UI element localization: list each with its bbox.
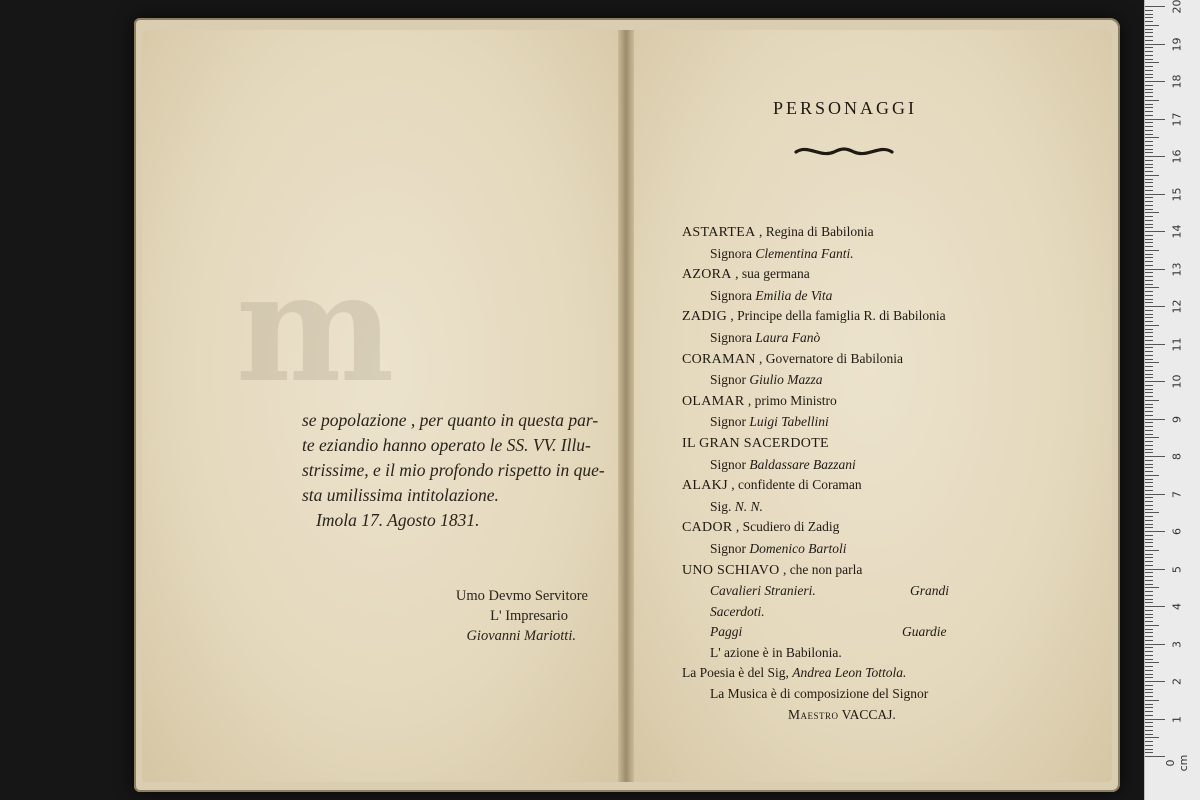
ruler-tick — [1145, 456, 1165, 457]
ruler-tick — [1145, 550, 1159, 551]
ruler-tick — [1145, 40, 1153, 41]
ruler-tick — [1145, 126, 1153, 127]
ruler-tick — [1145, 632, 1153, 633]
ruler-tick — [1145, 269, 1165, 270]
ruler-tick — [1145, 392, 1153, 393]
ruler-tick — [1145, 190, 1153, 191]
ruler-tick — [1145, 355, 1153, 356]
maestro-credit: Maestro VACCAJ. — [788, 706, 896, 722]
ruler-tick — [1145, 325, 1159, 326]
ruler-tick — [1145, 347, 1153, 348]
ruler-tick — [1145, 182, 1153, 183]
ruler-label: 13 — [1170, 262, 1184, 276]
ruler-tick — [1145, 606, 1165, 607]
ruler-label: 11 — [1170, 337, 1184, 351]
ruler-tick — [1145, 411, 1153, 412]
ruler-tick — [1145, 370, 1153, 371]
ruler-tick — [1145, 535, 1153, 536]
cast-list — [682, 222, 1012, 725]
ruler-tick — [1145, 404, 1153, 405]
ruler-tick — [1145, 430, 1153, 431]
ruler-tick — [1145, 561, 1153, 562]
ruler-tick — [1145, 464, 1153, 465]
music-credit: La Musica è di composizione del Signor — [710, 686, 929, 702]
ruler-tick — [1145, 77, 1153, 78]
extras-line: Cavalieri Stranieri. Grandi — [710, 583, 950, 599]
ruler-tick — [1145, 92, 1153, 93]
ruler-tick — [1145, 569, 1165, 570]
ruler-tick — [1145, 272, 1153, 273]
ruler-tick — [1145, 340, 1153, 341]
ruler-label: 7 — [1170, 490, 1184, 498]
ruler-tick — [1145, 557, 1153, 558]
ruler-tick — [1145, 284, 1153, 285]
ruler-label: 18 — [1170, 74, 1184, 89]
ruler-label: 3 — [1170, 640, 1184, 648]
ruler-tick — [1145, 47, 1153, 48]
ruler-tick — [1145, 651, 1153, 652]
ruler-tick — [1145, 749, 1153, 750]
ruler-tick — [1145, 254, 1153, 255]
ruler-tick — [1145, 306, 1165, 307]
ruler-tick — [1145, 21, 1153, 22]
ruler-tick — [1145, 572, 1153, 573]
ruler-tick — [1145, 89, 1153, 90]
ruler-tick — [1145, 602, 1153, 603]
ruler-tick — [1145, 164, 1153, 165]
ruler-tick — [1145, 115, 1153, 116]
ruler-tick — [1145, 111, 1153, 112]
ruler-tick — [1145, 531, 1165, 532]
ruler-label: 5 — [1170, 565, 1184, 573]
ruler-tick — [1145, 62, 1159, 63]
ruler-tick — [1145, 175, 1159, 176]
ruler-tick — [1145, 171, 1153, 172]
ruler-tick — [1145, 497, 1153, 498]
ruler-tick — [1145, 565, 1153, 566]
dedication-line: sta umilissima intitolazione. — [302, 485, 499, 505]
ruler-tick — [1145, 524, 1153, 525]
ruler-tick — [1145, 381, 1165, 382]
ruler-tick — [1145, 332, 1153, 333]
ruler-tick — [1145, 490, 1153, 491]
cast-singer: Signor Domenico Bartoli — [710, 540, 847, 556]
ruler-tick — [1145, 239, 1153, 240]
ruler-tick — [1145, 610, 1153, 611]
ruler-tick — [1145, 591, 1153, 592]
ruler-tick — [1145, 482, 1153, 483]
ruler-tick — [1145, 539, 1153, 540]
ruler-tick — [1145, 81, 1165, 82]
ruler-tick — [1145, 74, 1153, 75]
dedication-line: te eziandio hanno operato le SS. VV. Illu- — [302, 435, 591, 455]
ruler-tick — [1145, 6, 1165, 7]
ruler-tick — [1145, 107, 1153, 108]
flourish-ornament — [794, 140, 894, 162]
ruler-tick — [1145, 689, 1153, 690]
ruler-tick — [1145, 55, 1153, 56]
ruler-label: 14 — [1170, 224, 1184, 239]
ruler-tick — [1145, 719, 1165, 720]
ruler-tick — [1145, 321, 1153, 322]
ruler-tick — [1145, 235, 1153, 236]
ruler-tick — [1145, 85, 1153, 86]
ruler-tick — [1145, 44, 1165, 45]
extras-line: Paggi Guardie — [710, 624, 947, 640]
ruler-tick — [1145, 359, 1153, 360]
ruler-label: 12 — [1170, 299, 1184, 314]
ruler-tick — [1145, 449, 1153, 450]
ruler-tick — [1145, 737, 1159, 738]
ruler-tick — [1145, 644, 1165, 645]
ruler-tick — [1145, 314, 1153, 315]
ruler-tick — [1145, 336, 1153, 337]
ruler-tick — [1145, 310, 1153, 311]
ruler-tick — [1145, 655, 1153, 656]
poetry-credit: La Poesia è del Sig, Andrea Leon Tottola. — [682, 665, 907, 681]
dedication-line: se popolazione , per quanto in questa par- — [302, 410, 599, 430]
ruler-tick — [1145, 546, 1153, 547]
ruler-tick — [1145, 441, 1153, 442]
ruler-label: 0 cm — [1164, 754, 1190, 772]
dedication-text — [302, 408, 605, 533]
ruler-tick — [1145, 730, 1153, 731]
ruler-tick — [1145, 250, 1159, 251]
ruler-tick — [1145, 119, 1165, 120]
cast-singer: Sig. N. N. — [710, 498, 763, 514]
ruler-tick — [1145, 220, 1153, 221]
ruler-tick — [1145, 662, 1159, 663]
ruler-tick — [1145, 752, 1153, 753]
ruler-tick — [1145, 242, 1153, 243]
ruler-tick — [1145, 287, 1159, 288]
ruler-tick — [1145, 659, 1153, 660]
ruler-tick — [1145, 400, 1159, 401]
ruler-tick — [1145, 261, 1153, 262]
ruler-tick — [1145, 614, 1153, 615]
library-watermark-logo: m — [235, 240, 395, 416]
cast-role: IL GRAN SACERDOTE — [682, 435, 829, 451]
ruler-tick — [1145, 629, 1153, 630]
ruler-tick — [1145, 167, 1153, 168]
ruler-tick — [1145, 415, 1153, 416]
ruler-tick — [1145, 160, 1153, 161]
ruler-tick — [1145, 486, 1153, 487]
ruler-tick — [1145, 621, 1153, 622]
ruler-tick — [1145, 280, 1153, 281]
cast-role: AZORA , sua germana — [682, 266, 810, 283]
ruler-label: 9 — [1170, 415, 1184, 423]
ruler-label: 2 — [1170, 678, 1184, 685]
ruler-tick — [1145, 25, 1159, 26]
ruler-tick — [1145, 700, 1159, 701]
ruler-tick — [1145, 625, 1159, 626]
ruler-tick — [1145, 677, 1153, 678]
ruler-tick — [1145, 141, 1153, 142]
ruler-tick — [1145, 407, 1153, 408]
cast-singer: Signor Giulio Mazza — [710, 372, 823, 388]
ruler-tick — [1145, 580, 1153, 581]
ruler-label: 6 — [1170, 528, 1184, 535]
ruler-tick — [1145, 276, 1153, 277]
ruler-tick — [1145, 512, 1159, 513]
signature-name: Giovanni Mariotti. — [466, 628, 576, 644]
ruler-tick — [1145, 145, 1153, 146]
ruler-tick — [1145, 707, 1153, 708]
ruler-tick — [1145, 100, 1159, 101]
ruler-label: 15 — [1170, 187, 1184, 201]
signature-line: Umo Devmo Servitore — [455, 588, 588, 604]
measuring-ruler — [1144, 0, 1200, 800]
ruler-tick — [1145, 32, 1153, 33]
ruler-tick — [1145, 685, 1153, 686]
ruler-tick — [1145, 201, 1153, 202]
ruler-tick — [1145, 516, 1153, 517]
ruler-tick — [1145, 595, 1153, 596]
ruler-tick — [1145, 216, 1153, 217]
ruler-tick — [1145, 149, 1153, 150]
ruler-tick — [1145, 152, 1153, 153]
ruler-tick — [1145, 246, 1153, 247]
ruler-tick — [1145, 475, 1159, 476]
ruler-tick — [1145, 227, 1153, 228]
ruler-tick — [1145, 209, 1153, 210]
ruler-tick — [1145, 599, 1153, 600]
dedication-date: Imola 17. Agosto 1831. — [316, 510, 480, 530]
cast-role: UNO SCHIAVO , che non parla — [682, 561, 863, 578]
cast-singer: Signor Luigi Tabellini — [710, 414, 829, 430]
ruler-label: 4 — [1170, 603, 1184, 610]
ruler-tick — [1145, 51, 1153, 52]
ruler-tick — [1145, 422, 1153, 423]
extras-line: Sacerdoti. — [710, 603, 765, 619]
ruler-tick — [1145, 584, 1153, 585]
cast-singer: Signor Baldassare Bazzani — [710, 456, 856, 472]
ruler-tick — [1145, 726, 1153, 727]
ruler-tick — [1145, 670, 1153, 671]
ruler-tick — [1145, 224, 1153, 225]
ruler-tick — [1145, 265, 1153, 266]
ruler-tick — [1145, 460, 1153, 461]
ruler-tick — [1145, 722, 1153, 723]
ruler-tick — [1145, 14, 1153, 15]
ruler-tick — [1145, 396, 1153, 397]
ruler-tick — [1145, 104, 1153, 105]
dedication-line: strissime, e il mio profondo rispetto in que- — [302, 460, 605, 480]
ruler-label: 8 — [1170, 453, 1184, 460]
ruler-tick — [1145, 10, 1153, 11]
ruler-label: 17 — [1170, 112, 1184, 126]
ruler-tick — [1145, 494, 1165, 495]
ruler-tick — [1145, 640, 1153, 641]
ruler-label: 1 — [1170, 715, 1184, 723]
ruler-label: 10 — [1170, 374, 1184, 389]
ruler-tick — [1145, 419, 1165, 420]
ruler-tick — [1145, 426, 1153, 427]
ruler-tick — [1145, 295, 1153, 296]
ruler-tick — [1145, 186, 1153, 187]
ruler-tick — [1145, 134, 1153, 135]
ruler-tick — [1145, 434, 1153, 435]
ruler-tick — [1145, 745, 1153, 746]
ruler-tick — [1145, 696, 1153, 697]
cast-role: CADOR , Scudiero di Zadig — [682, 519, 840, 536]
ruler-tick — [1145, 711, 1153, 712]
ruler-tick — [1145, 66, 1153, 67]
ruler-tick — [1145, 385, 1153, 386]
ruler-tick — [1145, 351, 1153, 352]
ruler-tick — [1145, 36, 1153, 37]
ruler-tick — [1145, 741, 1153, 742]
ruler-tick — [1145, 389, 1153, 390]
ruler-tick — [1145, 70, 1153, 71]
ruler-tick — [1145, 437, 1159, 438]
ruler-tick — [1145, 715, 1153, 716]
ruler-tick — [1145, 467, 1153, 468]
ruler-tick — [1145, 647, 1153, 648]
ruler-tick — [1145, 374, 1153, 375]
ruler-tick — [1145, 542, 1153, 543]
book-gutter — [618, 30, 634, 782]
ruler-label: 20 — [1170, 0, 1184, 14]
ruler-tick — [1145, 527, 1153, 528]
ruler-tick — [1145, 445, 1153, 446]
ruler-tick — [1145, 302, 1153, 303]
ruler-tick — [1145, 96, 1153, 97]
ruler-tick — [1145, 137, 1159, 138]
ruler-tick — [1145, 554, 1153, 555]
ruler-tick — [1145, 479, 1153, 480]
ruler-tick — [1145, 329, 1153, 330]
ruler-tick — [1145, 505, 1153, 506]
ruler-tick — [1145, 130, 1153, 131]
ruler-tick — [1145, 501, 1153, 502]
ruler-tick — [1145, 197, 1153, 198]
ruler-tick — [1145, 29, 1153, 30]
ruler-tick — [1145, 194, 1165, 195]
ruler-tick — [1145, 734, 1153, 735]
ruler-tick — [1145, 231, 1165, 232]
ruler-tick — [1145, 212, 1159, 213]
ruler-tick — [1145, 756, 1165, 757]
signature-line: L' Impresario — [490, 608, 568, 624]
ruler-tick — [1145, 362, 1159, 363]
ruler-tick — [1145, 317, 1153, 318]
ruler-tick — [1145, 122, 1153, 123]
cast-role: OLAMAR , primo Ministro — [682, 392, 837, 409]
ruler-tick — [1145, 344, 1165, 345]
ruler-tick — [1145, 674, 1153, 675]
ruler-label: 16 — [1170, 149, 1184, 164]
cast-role: ASTARTEA , Regina di Babilonia — [682, 224, 874, 240]
ruler-tick — [1145, 704, 1153, 705]
ruler-tick — [1145, 205, 1153, 206]
ruler-label: 19 — [1170, 37, 1184, 51]
cast-role: ALAKJ , confidente di Coraman — [682, 477, 862, 494]
ruler-tick — [1145, 156, 1165, 157]
ruler-tick — [1145, 681, 1165, 682]
ruler-tick — [1145, 636, 1153, 637]
cast-singer: Signora Laura Fanò — [710, 329, 821, 345]
ruler-tick — [1145, 366, 1153, 367]
ruler-tick — [1145, 299, 1153, 300]
ruler-tick — [1145, 59, 1153, 60]
ruler-tick — [1145, 377, 1153, 378]
ruler-tick — [1145, 179, 1153, 180]
cast-role: CORAMAN , Governatore di Babilonia — [682, 350, 904, 367]
page-title: PERSONAGGI — [772, 98, 917, 118]
ruler-tick — [1145, 587, 1159, 588]
scene-setting: L' azione è in Babilonia. — [710, 644, 842, 660]
ruler-tick — [1145, 617, 1153, 618]
ruler-tick — [1145, 291, 1153, 292]
cast-singer: Signora Emilia de Vita — [710, 287, 833, 303]
ruler-tick — [1145, 471, 1153, 472]
cast-role: ZADIG , Principe della famiglia R. di Babilonia — [682, 308, 946, 325]
ruler-tick — [1145, 692, 1153, 693]
ruler-tick — [1145, 509, 1153, 510]
ruler-tick — [1145, 452, 1153, 453]
ruler-tick — [1145, 257, 1153, 258]
signature-block — [420, 586, 588, 646]
cast-singer: Signora Clementina Fanti. — [710, 245, 854, 261]
ruler-tick — [1145, 17, 1153, 18]
ruler-tick — [1145, 520, 1153, 521]
ruler-tick — [1145, 666, 1153, 667]
ruler-tick — [1145, 576, 1153, 577]
